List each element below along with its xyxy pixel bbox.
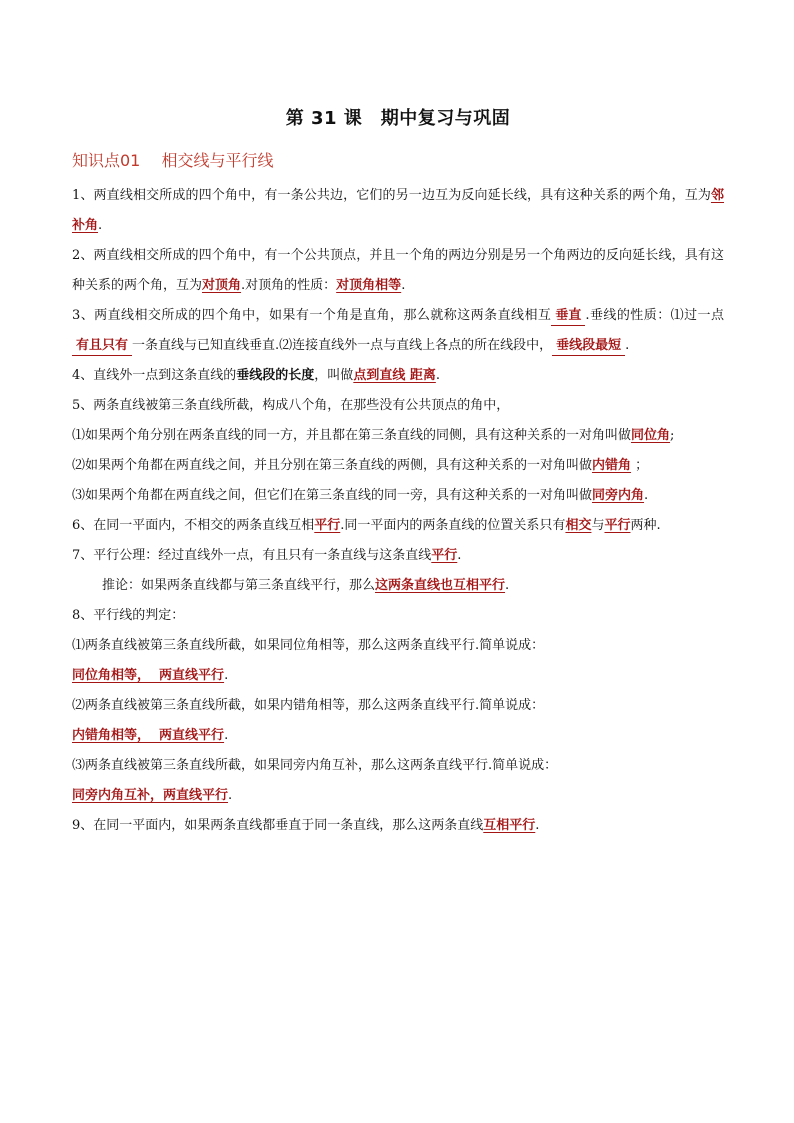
item-5-3 [72, 481, 724, 511]
answer: 相交 [565, 518, 592, 533]
item-text: 3、两直线相交所成的四个角中，如果有一个角是直角，那么就称这两条直线相互 [72, 308, 552, 323]
answer: 垂直 [551, 307, 585, 326]
item-text: ，叫做 [314, 368, 354, 383]
answer: 有且只有 [72, 337, 132, 356]
item-4 [72, 361, 724, 391]
answer: 内错角相等， 两直线平行 [72, 728, 225, 743]
item-text: ⑶如果两个角都在两直线之间，但它们在第三条直线的同一旁，具有这种关系的一对角叫做 [72, 488, 593, 503]
answer: 同位角相等， 两直线平行 [72, 668, 225, 683]
answer: 同旁内角互补，两直线平行 [72, 788, 229, 803]
section-heading: 知识点01 相交线与平行线 [72, 151, 274, 170]
item-text: . [457, 548, 462, 563]
item-text: 与 [591, 518, 605, 533]
item-9 [72, 811, 724, 841]
item-text: 6、在同一平面内，不相交的两条直线互相 [72, 518, 315, 533]
item-text: . [224, 668, 229, 683]
item-6 [72, 511, 724, 541]
item-text: ; [670, 428, 675, 443]
item-text: 2、两直线相交所成的四个角中，有一个公共顶点，并且一个角的两边分别是另一个角两边的反向延长线，具有这种关系的两个角，互为 [72, 248, 724, 293]
item-text: ； [631, 458, 649, 473]
answer: 内错角 [592, 458, 632, 473]
item-text: 9、在同一平面内，如果两条直线都垂直于同一条直线，那么这两条直线 [72, 818, 484, 833]
item-8-3-answer [72, 781, 724, 811]
answer: 同位角 [631, 428, 671, 443]
answer: 平行 [431, 548, 458, 563]
item-2 [72, 241, 724, 301]
item-7 [72, 541, 724, 571]
item-8-3: ⑶两条直线被第三条直线所截，如果同旁内角互补，那么这两条直线平行.简单说成： [72, 758, 558, 773]
item-5-2 [72, 451, 724, 481]
item-text: ⑵如果两个角都在两直线之间，并且分别在第三条直线的两侧，具有这种关系的一对角叫做 [72, 458, 593, 473]
bold-term: 垂线段的长度 [236, 368, 315, 383]
page-title: 第 31 课 期中复习与巩固 [285, 108, 511, 129]
item-text: . [228, 788, 233, 803]
item-8: 8、平行线的判定： [72, 608, 185, 623]
item-1 [72, 181, 724, 241]
item-text: . [98, 218, 103, 233]
item-5-1 [72, 421, 724, 451]
answer: 平行 [314, 518, 341, 533]
document-page [72, 96, 724, 841]
item-text: . [435, 368, 440, 383]
answer: 对顶角 [202, 278, 242, 293]
item-7-corollary [72, 571, 724, 601]
item-text: 一条直线与已知直线垂直.⑵连接直线外一点与直线上各点的所在线段中， [132, 338, 553, 353]
answer: 垂线段最短 [552, 337, 625, 356]
item-8-1-answer [72, 661, 724, 691]
item-8-2: ⑵两条直线被第三条直线所截，如果内错角相等，那么这两条直线平行.简单说成： [72, 698, 545, 713]
item-3 [72, 301, 724, 361]
item-5: 5、两条直线被第三条直线所截，构成八个角，在那些没有公共顶点的角中， [72, 398, 510, 413]
answer: 这两条直线也互相平行 [375, 578, 506, 593]
item-text: .垂线的性质：⑴过一点 [585, 308, 724, 323]
item-text: ⑴如果两个角分别在两条直线的同一方，并且都在第三条直线的同侧，具有这种关系的一对角叫做 [72, 428, 632, 443]
item-text: 4、直线外一点到这条直线的 [72, 368, 237, 383]
answer: 同旁内角 [592, 488, 645, 503]
item-text: . [644, 488, 649, 503]
item-text: 推论：如果两条直线都与第三条直线平行，那么 [102, 578, 376, 593]
answer: 互相平行 [483, 818, 536, 833]
item-text: 7、平行公理：经过直线外一点，有且只有一条直线与这条直线 [72, 548, 432, 563]
answer: 点到直线 距离 [353, 368, 436, 383]
item-text: . [505, 578, 510, 593]
item-text: . [625, 338, 630, 353]
item-text: . [535, 818, 540, 833]
item-text: . [401, 278, 406, 293]
item-text: 1、两直线相交所成的四个角中，有一条公共边，它们的另一边互为反向延长线，具有这种关系的两个角，互为 [72, 188, 711, 203]
answer: 对顶角相等 [336, 278, 402, 293]
answer: 平行 [604, 518, 631, 533]
answer: 邻补角 [72, 188, 724, 233]
item-text: .对顶角的性质： [241, 278, 337, 293]
item-text: . [224, 728, 229, 743]
item-8-1: ⑴两条直线被第三条直线所截，如果同位角相等，那么这两条直线平行.简单说成： [72, 638, 545, 653]
item-text: 两种. [630, 518, 661, 533]
item-text: .同一平面内的两条直线的位置关系只有 [340, 518, 566, 533]
item-8-2-answer [72, 721, 724, 751]
